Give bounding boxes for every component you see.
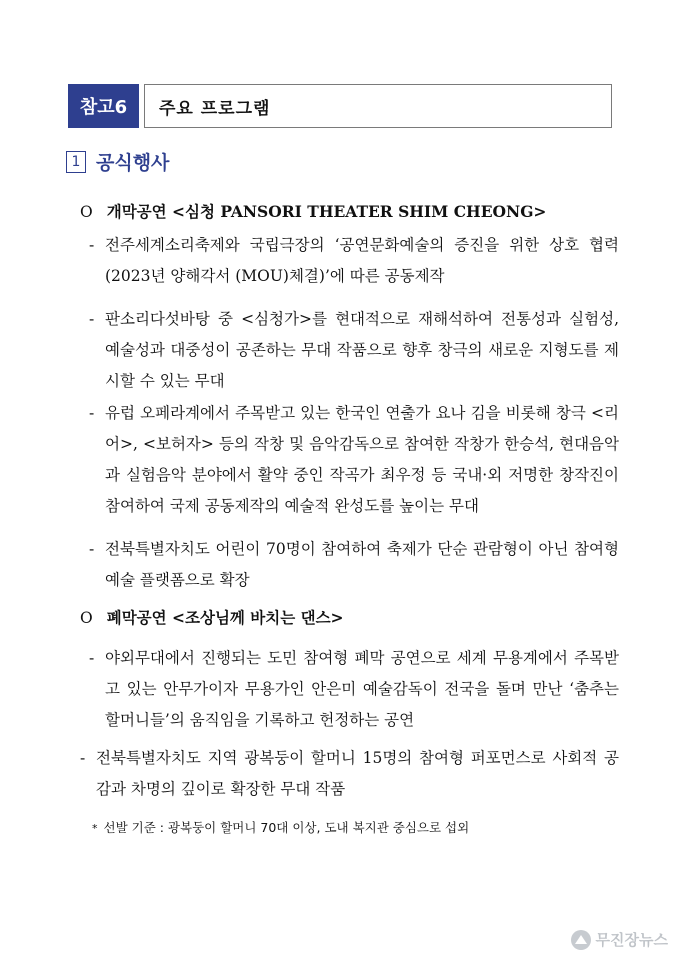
dash-bullet-icon: - <box>89 540 95 558</box>
circle-bullet-icon: O <box>80 203 93 221</box>
list-item <box>89 643 619 736</box>
list-item <box>80 743 619 805</box>
dash-bullet-icon: - <box>89 649 95 667</box>
opening-performance-title: 개막공연 <심청 PANSORI THEATER SHIM CHEONG> <box>106 202 547 221</box>
list-item-text: 전북특별자치도 지역 광복둥이 할머니 15명의 참여형 퍼포먼스로 사회적 공감과 차명의 깊이로 확장한 무대 작품 <box>96 749 619 798</box>
list-item-text: 전북특별자치도 어린이 70명이 참여하여 축제가 단순 관람형이 아닌 참여형 예술 플랫폼으로 확장 <box>105 540 619 589</box>
dash-bullet-icon: - <box>89 236 95 254</box>
section-number-box: 1 <box>66 151 86 173</box>
asterisk-icon: * <box>92 822 98 835</box>
opening-performance-heading <box>80 200 546 222</box>
closing-performance-heading <box>80 606 344 628</box>
list-item-text: 판소리다섯바탕 중 <심청가>를 현대적으로 재해석하여 전통성과 실험성, 예술성과 대중성이 공존하는 무대 작품으로 향후 창극의 새로운 지형도를 제시할 수 있는 무대 <box>105 310 619 390</box>
watermark-text: 무진장뉴스 <box>595 931 668 949</box>
watermark <box>571 929 668 950</box>
list-item <box>89 304 619 397</box>
list-item <box>89 534 619 596</box>
list-item-text: 야외무대에서 진행되는 도민 참여형 폐막 공연으로 세계 무용계에서 주목받고 있는 안무가이자 무용가인 안은미 예술감독이 전국을 돌며 만난 ‘춤추는 할머니들’의 움직임을 기록하고 헌정하는 공연 <box>105 649 619 729</box>
section-title: 공식행사 <box>96 152 170 174</box>
dash-bullet-icon: - <box>89 310 95 328</box>
circle-bullet-icon: O <box>80 609 93 627</box>
list-item-text: 유럽 오페라계에서 주목받고 있는 한국인 연출가 요나 김을 비롯해 창극 <리어>, <보허자> 등의 작창 및 음악감독으로 참여한 작창가 한승석, 현대음악과 실험음악 분야에서 활약 중인 작곡가 최우정 등 국내·외 저명한 창작진이 참여하여 국제 공동제작의 예술적 완성도를 높이는 무대 <box>105 404 619 515</box>
mountain-logo-icon <box>571 930 591 950</box>
page-header <box>68 84 612 128</box>
footnote <box>92 818 469 836</box>
list-item-text: 전주세계소리축제와 국립극장의 ‘공연문화예술의 증진을 위한 상호 협력(2023년 양해각서 (MOU)체결)’에 따른 공동제작 <box>105 236 619 285</box>
dash-bullet-icon: - <box>80 749 86 767</box>
section-heading <box>66 148 169 175</box>
closing-performance-title: 폐막공연 <조상님께 바치는 댄스> <box>106 608 344 627</box>
list-item <box>89 230 619 292</box>
list-item <box>89 398 619 522</box>
reference-tag: 참고6 <box>68 84 139 128</box>
dash-bullet-icon: - <box>89 404 95 422</box>
page-title: 주요 프로그램 <box>144 84 612 128</box>
footnote-text: 선발 기준 : 광복둥이 할머니 70대 이상, 도내 복지관 중심으로 섭외 <box>103 820 470 835</box>
